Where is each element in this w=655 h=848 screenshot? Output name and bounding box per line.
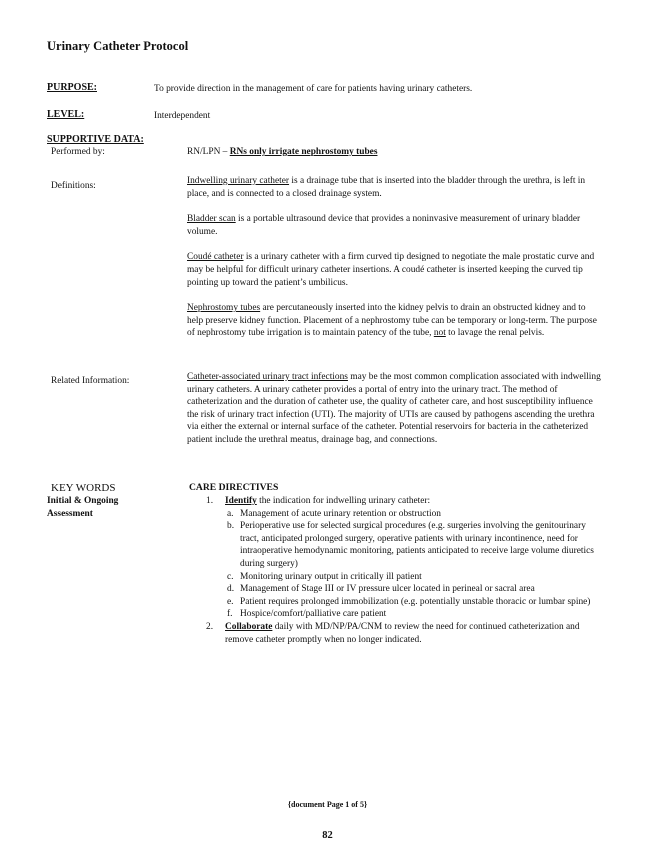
indication-letter: d. bbox=[227, 584, 235, 595]
definition-text: is a portable ultrasound device that provides a noninvasive measurement of urinary bladder volume. bbox=[187, 214, 581, 237]
definition-term-emphasis: not bbox=[433, 328, 446, 339]
definition-text-end: to lavage the renal pelvis. bbox=[445, 328, 545, 339]
definition-item bbox=[187, 302, 601, 340]
level-label: LEVEL: bbox=[47, 109, 85, 120]
key-words-heading: KEY WORDS bbox=[51, 482, 116, 494]
directive-number: 2. bbox=[206, 621, 214, 632]
related-information-label: Related Information: bbox=[51, 376, 130, 386]
definition-term: Bladder scan bbox=[187, 214, 236, 225]
definition-text: are percutaneously inserted into the kidney pelvis to drain an obstructed kidney and to help preserve kidney function. Placement of a nephrostomy tube can be temporary or long-term. The purpose of nephrostomy tube irrigation is to maintain patency of the tube, bbox=[187, 303, 597, 339]
indication-letter: c. bbox=[227, 571, 234, 582]
definition-item bbox=[187, 213, 601, 238]
indication-item bbox=[189, 596, 603, 609]
document-page-indicator: {document Page 1 of 5} bbox=[287, 800, 368, 809]
definitions-list bbox=[187, 175, 601, 353]
indication-item bbox=[189, 608, 603, 621]
indication-letter: b. bbox=[227, 521, 235, 532]
definition-item bbox=[187, 251, 601, 289]
directive-number: 1. bbox=[206, 496, 214, 506]
purpose-label: PURPOSE: bbox=[47, 82, 97, 93]
related-body: may be the most common complication associated with indwelling urinary catheters. A urinary catheter provides a portal of entry into the urinary tract. The method of catheterization and the duration of catheter use, the quality of catheter care, and host susceptibility influence the risk of urinary tract infection (UTI). The majority of UTIs are caused by pathogens ascending the urethra via either the external or internal surface of the catheter. Potential reservoirs for bacteria in the catheterized patient include the urethral meatus, drainage bag, and connections. bbox=[187, 372, 601, 445]
indication-text: Monitoring urinary output in critically ill patient bbox=[240, 571, 422, 582]
care-directives-list bbox=[189, 495, 603, 646]
indication-text: Hospice/comfort/palliative care patient bbox=[240, 609, 387, 620]
definition-term: Coudé catheter bbox=[187, 252, 244, 263]
indication-item bbox=[189, 520, 603, 570]
indication-item bbox=[189, 571, 603, 584]
supportive-data-label: SUPPORTIVE DATA: bbox=[47, 134, 144, 145]
indication-text: Patient requires prolonged immobilization (e.g. potentially unstable thoracic or lumbar spine) bbox=[240, 596, 591, 607]
performed-by-text bbox=[187, 146, 377, 159]
definition-term: Indwelling urinary catheter bbox=[187, 176, 290, 186]
definition-term: Nephrostomy tubes bbox=[187, 303, 261, 314]
indication-text: Perioperative use for selected surgical procedures (e.g. surgeries involving the genitourinary tract, anticipated prolonged surgery, operative patients with urinary incontinence, need for intraoperative hemodynamic monitoring, patients anticipated to receive large volume diuretics during surgery) bbox=[240, 521, 594, 569]
performed-by-label: Performed by: bbox=[51, 147, 105, 157]
page-title: Urinary Catheter Protocol bbox=[47, 39, 189, 53]
definition-item bbox=[187, 175, 601, 200]
indication-item bbox=[189, 583, 603, 596]
directive-text: the indication for indwelling urinary catheter: bbox=[256, 496, 431, 506]
indication-text: Management of Stage III or IV pressure ulcer located in perineal or sacral area bbox=[240, 584, 535, 595]
performed-by-note: RNs only irrigate nephrostomy tubes bbox=[229, 147, 378, 157]
care-directive-2 bbox=[189, 621, 603, 646]
directive-text: daily with MD/NP/PA/CNM to review the need for continued catheterization and remove catheter promptly when no longer indicated. bbox=[225, 621, 580, 645]
indication-letter: a. bbox=[227, 508, 234, 519]
definition-text: is a urinary catheter with a firm curved tip designed to negotiate the male prostatic curve and may be helpful for difficult urinary catheter insertions. A coudé catheter is inserted keeping the curved tip pointing up toward the patient’s umbilicus. bbox=[187, 252, 595, 288]
purpose-text: To provide direction in the management of care for patients having urinary catheters. bbox=[154, 84, 473, 94]
directive-verb: Collaborate bbox=[225, 621, 273, 632]
indication-letter: e. bbox=[227, 596, 234, 607]
related-information-text bbox=[187, 371, 601, 447]
indication-text: Management of acute urinary retention or obstruction bbox=[240, 508, 441, 519]
page-number: 82 bbox=[322, 830, 333, 841]
performed-by-roles: RN/LPN – bbox=[187, 147, 230, 157]
related-term: Catheter-associated urinary tract infections bbox=[187, 372, 348, 382]
care-directives-heading: CARE DIRECTIVES bbox=[189, 482, 279, 493]
level-text: Interdependent bbox=[154, 111, 211, 121]
directive-verb: Identify bbox=[225, 496, 257, 506]
key-word-assessment: Assessment bbox=[47, 509, 93, 519]
definition-text: is a drainage tube that is inserted into the bladder through the urethra, is left in place, and is connected to a closed drainage system. bbox=[187, 176, 586, 199]
care-directive-1 bbox=[189, 495, 603, 508]
indication-letter: f. bbox=[227, 609, 233, 620]
key-word-initial: Initial & Ongoing bbox=[47, 496, 119, 506]
indication-item bbox=[189, 508, 603, 521]
definitions-label: Definitions: bbox=[51, 181, 96, 191]
